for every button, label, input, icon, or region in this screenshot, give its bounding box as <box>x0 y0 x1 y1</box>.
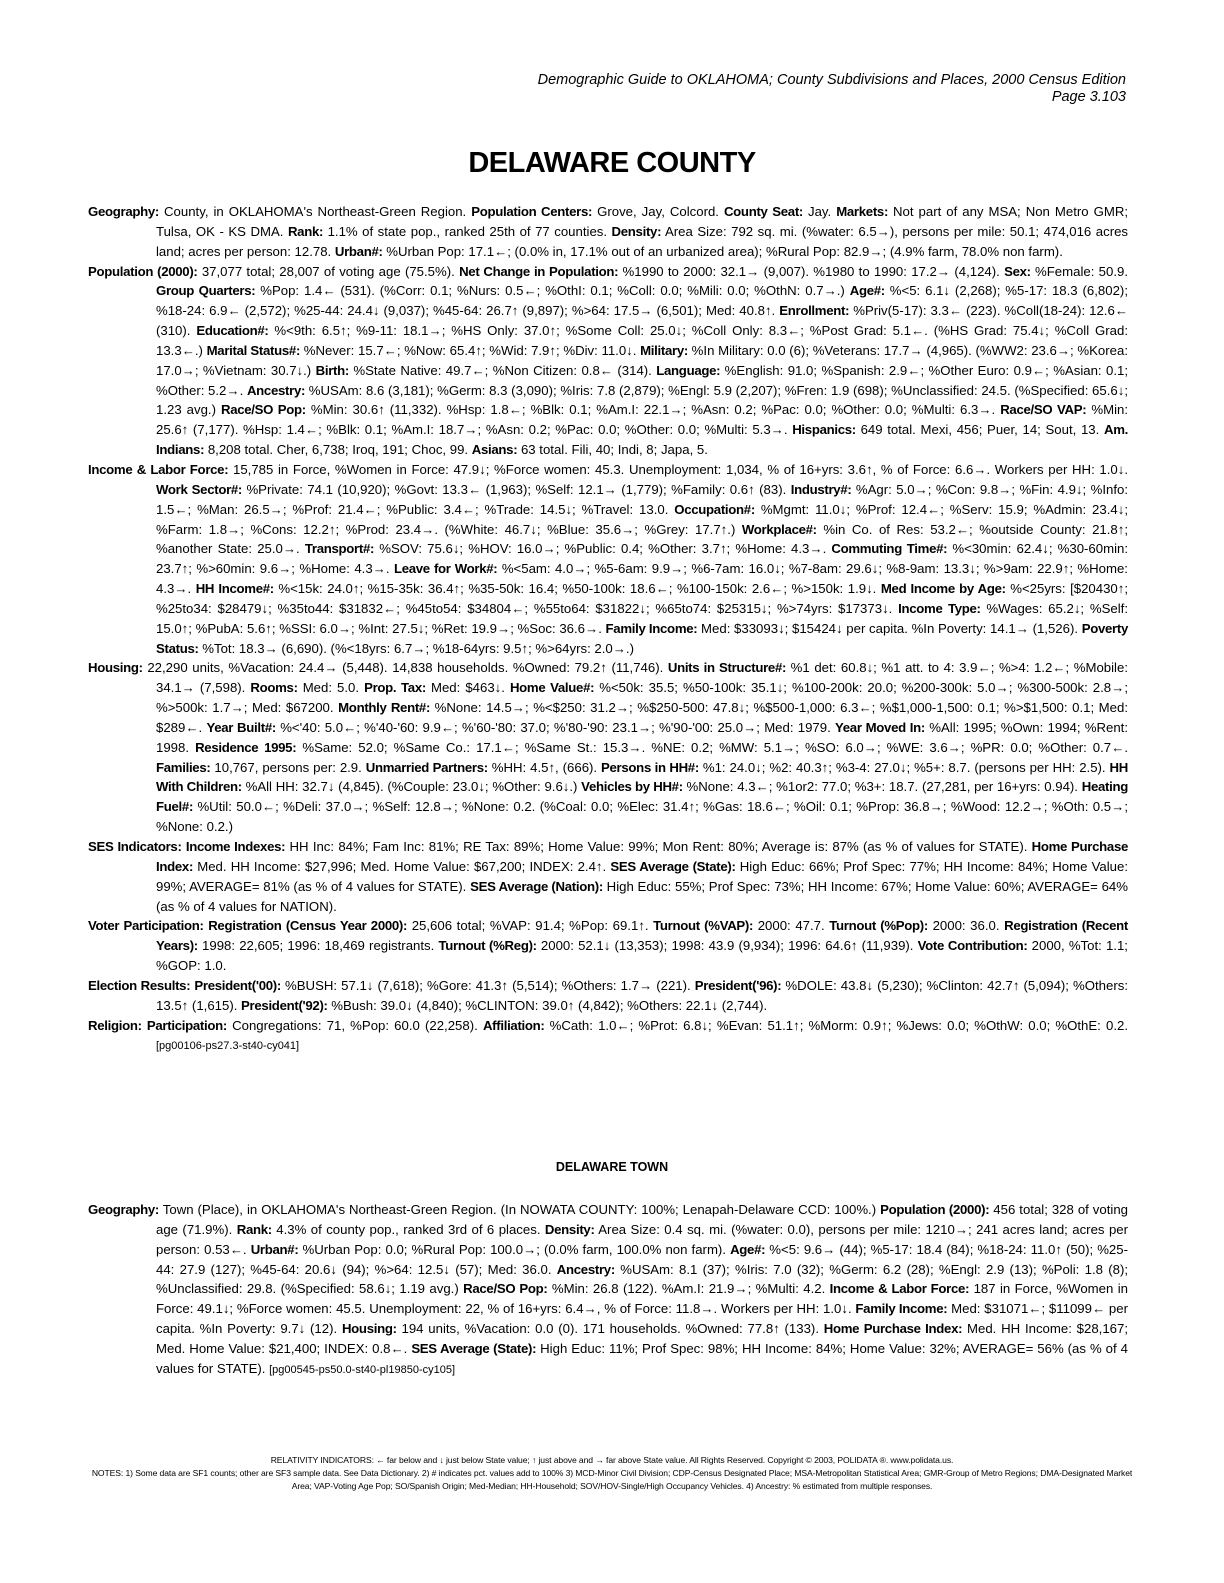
entry-text: 22,290 units, %Vacation: 24.4→ (5,448). 14,838 households. %Owned: 79.2↑ (11,746). Units in Structure#: %1 det: 60.8↓; %1 att. to 4: 3.9←; %>4: 1.2←; %Mobile: 34.1→ (7,598). Rooms: Med: 5.0. Prop. Tax: Med: $463↓. Home Value#: %<50k: 35.5; %50-100k: 35.1↓; %100-200k: 20.0; %200-300k: 5.0→; %300-500k: 2.8→; %>500k: 1.7→; Med: $67200. Monthly Rent#: %None: 14.5→; %<$250: 31.2→; %$250-500: 47.8↓; %$500-1,000: 6.3←; %$1,000-1,500: 0.1; %>$1,500: 0.1; Med: $289←. Year Built#: %<'40: 5.0←; %'40-'60: 9.9←; %'60-'80: 37.0; %'80-'90: 23.1→; %'90-'00: 25.0→; Med: 1979. Year Moved In: %All: 1995; %Own: 1994; %Rent: 1998. Residence 1995: %Same: 52.0; %Same Co.: 17.1←; %Same St.: 15.3→. %NE: 0.2; %MW: 5.1→; %SO: 6.0→; %WE: 3.6→; %PR: 0.0; %Other: 0.7←. Families: 10,767, persons per: 2.9. Unmarried Partners: %HH: 4.5↑, (666). Persons in HH#: %1: 24.0↓; %2: 40.3↑; %3-4: 27.0↓; %5+: 8.7. (persons per HH: 2.5). HH With Children: %All HH: 32.7↓ (4,845). (%Couple: 23.0↓; %Other: 9.6↓.) Vehicles by HH#: %None: 4.3←; %1or2: 77.0; %3+: 18.7. (27,281, per 16+yrs: 0.94). Heating Fuel#: %Util: 50.0←; %Deli: 37.0→; %Self: 12.8→; %None: 0.2. (%Coal: 0.0; %Elec: 31.4↑; %Gas: 18.6←; %Oil: 0.1; %Prop: 36.8→; %Wood: 12.2→; %Oth: 0.5→; %None: 0.2.) <box>147 660 1129 835</box>
entry-text: President('00): %BUSH: 57.1↓ (7,618); %Gore: 41.3↑ (5,514); %Others: 1.7→ (221). President('96): %DOLE: 43.8↓ (5,230); %Clinton: 42.7↑ (5,094); %Others: 13.5↑ (1,615). President('92): %Bush: 39.0↓ (4,840); %CLINTON: 39.0↑ (4,842); %Others: 22.1↓ (2,744). <box>156 977 1128 1013</box>
town-title: DELAWARE TOWN <box>555 1160 669 1174</box>
entry-text: County, in OKLAHOMA's Northeast-Green Region. Population Centers: Grove, Jay, Colcord. County Seat: Jay. Markets: Not part of any MSA; Non Metro GMR; Tulsa, OK - KS DMA. Rank: 1.1% of state pop., ranked 25th of 77 counties. Density: Area Size: 792 sq. mi. (%water: 6.5→), persons per mile: 50.1; 474,016 acres land; acres per person: 12.78. Urban#: %Urban Pop: 17.1←; (0.0% in, 17.1% out of an urbanized area); %Rural Pop: 82.9→; (4.9% farm, 78.0% non farm). <box>156 204 1129 259</box>
page-number: Page 3.103 <box>1051 89 1126 105</box>
town-entries <box>88 1200 1128 1381</box>
entry-population <box>88 262 1128 460</box>
entry-label: Voter Participation: <box>88 918 204 934</box>
entry-religion <box>88 1016 1128 1058</box>
entry-label: Geography: <box>88 204 160 219</box>
entry-geography <box>88 202 1128 262</box>
page-header <box>538 72 1126 106</box>
entry-election-results <box>88 976 1128 1016</box>
county-title: DELAWARE COUNTY <box>468 147 756 179</box>
entry-ses-indicators <box>88 837 1128 916</box>
relativity-indicators: RELATIVITY INDICATORS: ← far below and ↓ just below State value; ↑ just above and → far above State value. All Rights Reserved. Copyright © 2003, POLIDATA ®. www.polidata.us. <box>270 1455 954 1465</box>
entry-label: Geography: <box>88 1202 160 1217</box>
county-entries <box>88 202 1128 1057</box>
entry-town-geography <box>88 1200 1128 1381</box>
entry-label: Income & Labor Force: <box>88 461 229 477</box>
entry-housing <box>88 658 1128 837</box>
entry-label: Housing: <box>88 660 143 676</box>
entry-label: Religion: <box>88 1017 142 1033</box>
entry-label: Election Results: <box>88 977 191 993</box>
entry-voter-participation <box>88 916 1128 976</box>
page-footer <box>90 1454 1134 1493</box>
entry-income-labor <box>88 460 1128 658</box>
entry-text: Registration (Census Year 2000): 25,606 total; %VAP: 91.4; %Pop: 69.1↑. Turnout (%VAP): 2000: 47.7. Turnout (%Pop): 2000: 36.0. Registration (Recent Years): 1998: 22,605; 1996: 18,469 registrants. Turnout (%Reg): 2000: 52.1↓ (13,353); 1998: 43.9 (9,934); 1996: 64.6↑ (11,939). Vote Contribution: 2000, %Tot: 1.1; %GOP: 1.0. <box>156 918 1129 974</box>
entry-text: Participation: Congregations: 71, %Pop: 60.0 (22,258). Affiliation: %Cath: 1.0←; %Prot: 6.8↓; %Evan: 51.1↑; %Morm: 0.9↑; %Jews: 0.0; %OthW: 0.0; %OthE: 0.2. [pg00106-ps27.3-st40-cy041] <box>146 1017 1128 1053</box>
entry-label: SES Indicators: <box>88 839 182 854</box>
guide-title: Demographic Guide to OKLAHOMA; County Subdivisions and Places, 2000 Census Edition <box>537 72 1126 88</box>
entry-text: Town (Place), in OKLAHOMA's Northeast-Green Region. (In NOWATA COUNTY: 100%; Lenapah-Delaware CCD: 100%.) Population (2000): 456 total; 328 of voting age (71.9%). Rank: 4.3% of county pop., ranked 3rd of 6 places. Density: Area Size: 0.4 sq. mi. (%water: 0.0), persons per mile: 1210→; 241 acres land; acres per person: 0.53←. Urban#: %Urban Pop: 0.0; %Rural Pop: 100.0→; (0.0% farm, 100.0% non farm). Age#: %<5: 9.6→ (44); %5-17: 18.4 (84); %18-24: 11.0↑ (50); %25-44: 27.9 (127); %45-64: 20.6↓ (94); %>64: 12.5↓ (57); Med: 36.0. Ancestry: %USAm: 8.1 (37); %Iris: 7.0 (32); %Germ: 6.2 (28); %Engl: 2.9 (13); %Poli: 1.8 (8); %Unclassified: 29.8. (%Specified: 58.6↓; 1.19 avg.) Race/SO Pop: %Min: 26.8 (122). %Am.I: 21.9→; %Multi: 4.2. Income & Labor Force: 187 in Force, %Women in Force: 49.1↓; %Force women: 45.5. Unemployment: 22, % of 16+yrs: 6.4→, % of Force: 11.8→. Workers per HH: 1.0↓. Family Income: Med: $31071←; $11099← per capita. %In Poverty: 9.7↓ (12). Housing: 194 units, %Vacation: 0.0 (0). 171 households. %Owned: 77.8↑ (133). Home Purchase Index: Med. HH Income: $28,167; Med. Home Value: $21,400; INDEX: 0.8←. SES Average (State): High Educ: 11%; Prof Spec: 98%; HH Income: 84%; Home Value: 32%; AVERAGE= 56% (as % of 4 values for STATE). [pg00545-ps50.0-st40-pl19850-cy105] <box>156 1202 1128 1376</box>
notes: NOTES: 1) Some data are SF1 counts; other are SF3 sample data. See Data Dictionary. 2) # indicates pct. values add to 100% 3) MCD-Minor Civil Division; CDP-Census Designated Place; MSA-Metropolitan Statistical Area; GMR-Group of Metro Regions; DMA-Designated Market Area; VAP-Voting Age Pop; SO/Spanish Origin; Med-Median; HH-Household; SOV/HOV-Single/High Occupancy Vehicles. 4) Ancestry: % estimated from multiple responses. <box>91 1468 1133 1491</box>
entry-label: Population (2000): <box>88 263 198 279</box>
entry-text: 37,077 total; 28,007 of voting age (75.5%). Net Change in Population: %1990 to 2000: 32.1→ (9,007). %1980 to 1990: 17.2→ (4,124). Sex: %Female: 50.9. Group Quarters: %Pop: 1.4← (531). (%Corr: 0.1; %Nurs: 0.5←; %OthI: 0.1; %Coll: 0.0; %Mili: 0.0; %OthN: 0.7→.) Age#: %<5: 6.1↓ (2,268); %5-17: 18.3 (6,802); %18-24: 6.9← (2,572); %25-44: 24.4↓ (9,037); %45-64: 26.7↑ (9,897); %>64: 17.5→ (6,501); Med: 40.8↑. Enrollment: %Priv(5-17): 3.3← (223). %Coll(18-24): 12.6← (310). Education#: %<9th: 6.5↑; %9-11: 18.1→; %HS Only: 37.0↑; %Some Coll: 25.0↓; %Coll Only: 8.3←; %Post Grad: 5.1←. (%HS Grad: 75.4↓; %Coll Grad: 13.3←.) Marital Status#: %Never: 15.7←; %Now: 65.4↑; %Wid: 7.9↑; %Div: 11.0↓. Military: %In Military: 0.0 (6); %Veterans: 17.7→ (4,965). (%WW2: 23.6→; %Korea: 17.0→; %Vietnam: 30.7↓.) Birth: %State Native: 49.7←; %Non Citizen: 0.8← (314). Language: %English: 91.0; %Spanish: 2.9←; %Other Euro: 0.9←; %Asian: 0.1; %Other: 5.2→. Ancestry: %USAm: 8.6 (3,181); %Germ: 8.3 (3,090); %Iris: 7.8 (2,879); %Engl: 5.9 (2,207); %Fren: 1.9 (698); %Unclassified: 24.5. (%Specified: 65.6↓; 1.23 avg.) Race/SO Pop: %Min: 30.6↑ (11,332). %Hsp: 1.8←; %Blk: 0.1; %Am.I: 22.1→; %Asn: 0.2; %Pac: 0.0; %Other: 0.0; %Multi: 6.3→. Race/SO VAP: %Min: 25.6↑ (7,177). %Hsp: 1.4←; %Blk: 0.1; %Am.I: 18.7→; %Asn: 0.2; %Pac: 0.0; %Other: 0.0; %Multi: 5.3→. Hispanics: 649 total. Mexi, 456; Puer, 14; Sout, 13. Am. Indians: 8,208 total. Cher, 6,738; Iroq, 191; Choc, 99. Asians: 63 total. Fili, 40; Indi, 8; Japa, 5. <box>156 263 1129 458</box>
entry-text: 15,785 in Force, %Women in Force: 47.9↓; %Force women: 45.3. Unemployment: 1,034, % of 16+yrs: 3.6↑, % of Force: 6.6→. Workers per HH: 1.0↓. Work Sector#: %Private: 74.1 (10,920); %Govt: 13.3← (1,963); %Self: 12.1→ (1,779); %Family: 0.6↑ (83). Industry#: %Agr: 5.0→; %Con: 9.8→; %Fin: 4.9↓; %Info: 1.5←; %Man: 26.5→; %Prof: 21.4←; %Public: 3.4←; %Trade: 14.5↓; %Travel: 13.0. Occupation#: %Mgmt: 11.0↓; %Prof: 12.4←; %Serv: 15.9; %Admin: 23.4↓; %Farm: 1.8→; %Cons: 12.2↑; %Prod: 23.4→. (%White: 46.7↓; %Blue: 35.6→; %Grey: 17.7↑.) Workplace#: %in Co. of Res: 53.2←; %outside County: 21.8↑; %another State: 25.0→. Transport#: %SOV: 75.6↓; %HOV: 16.0→; %Public: 0.4; %Other: 3.7↑; %Home: 4.3→. Commuting Time#: %<30min: 62.4↓; %30-60min: 23.7↑; %>60min: 9.6→; %Home: 4.3→. Leave for Work#: %<5am: 4.0→; %5-6am: 9.9→; %6-7am: 16.0↓; %7-8am: 29.6↓; %8-9am: 13.3↓; %>9am: 22.9↑; %Home: 4.3→. HH Income#: %<15k: 24.0↑; %15-35k: 36.4↑; %35-50k: 16.4; %50-100k: 18.6←; %100-150k: 2.6←; %>150k: 1.9↓. Med Income by Age: %<25yrs: [$20430↑; %25to34: $28479↓; %35to44: $31832←; %45to54: $34804←; %55to64: $31822↓; %65to74: $25315↓; %>74yrs: $17373↓. Income Type: %Wages: 65.2↓; %Self: 15.0↑; %PubA: 5.6↑; %SSI: 6.0→; %Int: 27.5↓; %Ret: 19.9→; %Soc: 36.6→. Family Income: Med: $33093↓; $15424↓ per capita. %In Poverty: 14.1→ (1,526). Poverty Status: %Tot: 18.3→ (6,690). (%<18yrs: 6.7→; %18-64yrs: 9.5↑; %>64yrs: 2.0→.) <box>156 461 1129 656</box>
entry-text: Income Indexes: HH Inc: 84%; Fam Inc: 81%; RE Tax: 89%; Home Value: 99%; Mon Rent: 80%; Average is: 87% (as % of values for STATE). Home Purchase Index: Med. HH Income: $27,996; Med. Home Value: $67,200; INDEX: 2.4↑. SES Average (State): High Educ: 66%; Prof Spec: 77%; HH Income: 84%; Home Value: 99%; AVERAGE= 81% (as % of 4 values for STATE). SES Average (Nation): High Educ: 55%; Prof Spec: 73%; HH Income: 67%; Home Value: 60%; AVERAGE= 64% (as % of 4 values for NATION). <box>156 839 1129 914</box>
